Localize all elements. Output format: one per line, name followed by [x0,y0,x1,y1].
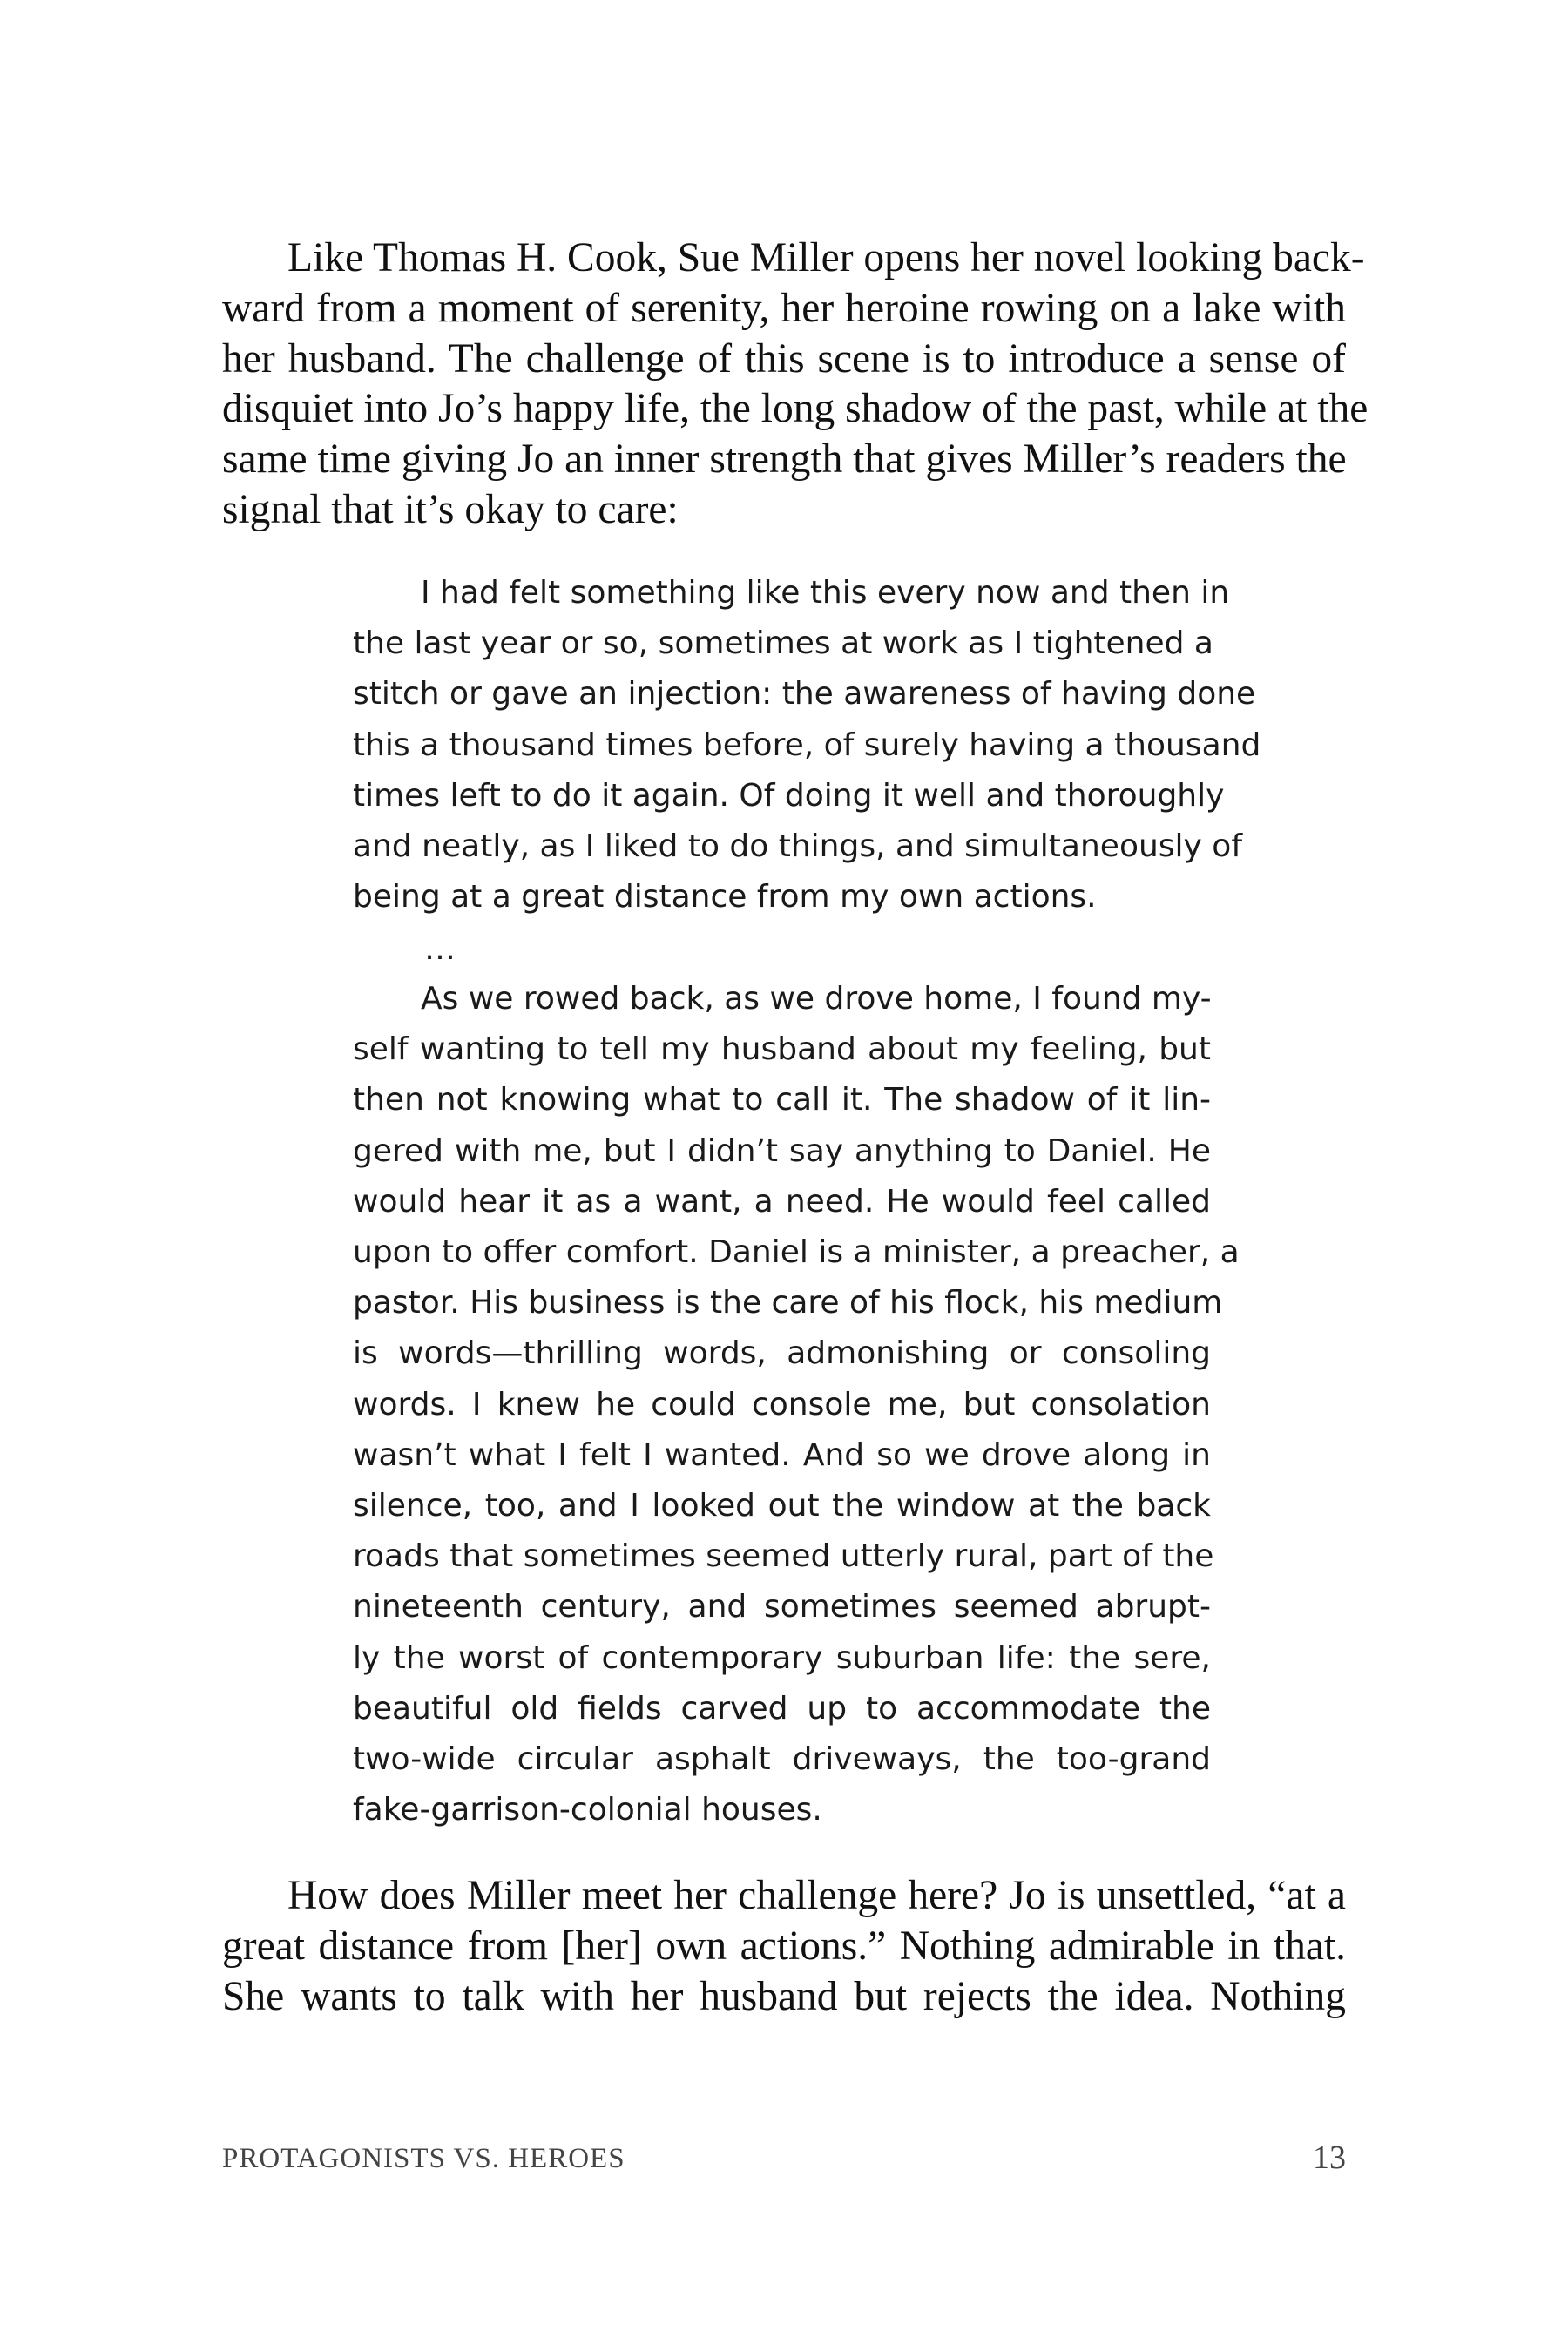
text-line: signal that it’s okay to care: [222,486,679,532]
text-line: her husband. The challenge of this scene is to introduce a sense of [222,335,1346,382]
quote-line: beautiful old fields carved up to accommodate the [353,1690,1211,1727]
quote-line: two-wide circular asphalt driveways, the too-grand [353,1741,1211,1778]
ellipsis-separator: … [424,931,456,967]
quote-line: silence, too, and I looked out the window at the back [353,1488,1211,1524]
paragraph-analysis [222,1871,1346,2022]
quote-line: I had felt something like this every now and then in [421,575,1230,611]
quote-line: the last year or so, sometimes at work as I tightened a [353,625,1213,662]
quote-line: ly the worst of contemporary suburban life: the sere, [353,1639,1211,1676]
quote-line: upon to offer comfort. Daniel is a minister, a preacher, a [353,1234,1240,1271]
quote-line: nineteenth century, and sometimes seemed abrupt- [353,1589,1211,1625]
paragraph-intro [222,233,1369,536]
quote-line: would hear it as a want, a need. He would feel called [353,1183,1211,1220]
quote-line: is words—thrilling words, admonishing or consoling [353,1335,1211,1372]
text-line: ward from a moment of serenity, her heroine rowing on a lake with [222,285,1346,331]
quote-line: words. I knew he could console me, but consolation [353,1386,1211,1423]
block-quote-first [353,568,1261,923]
running-head: PROTAGONISTS VS. HEROES [222,2143,625,2174]
text-line: Like Thomas H. Cook, Sue Miller opens her novel looking back- [287,235,1365,280]
quote-line: pastor. His business is the care of his flock, his medium [353,1285,1223,1321]
quote-line: times left to do it again. Of doing it well and thoroughly [353,777,1225,814]
quote-line: roads that sometimes seemed utterly rural, part of the [353,1538,1214,1575]
quote-line: and neatly, as I liked to do things, and simultaneously of [353,828,1242,865]
quote-line: then not knowing what to call it. The shadow of it lin- [353,1082,1211,1119]
quote-line: gered with me, but I didn’t say anything to Daniel. He [353,1132,1211,1169]
page-number: 13 [1313,2139,1346,2176]
quote-line: fake-garrison-colonial houses. [353,1792,822,1828]
quote-line: being at a great distance from my own actions. [353,879,1097,916]
quote-line: self wanting to tell my husband about my feeling, but [353,1031,1211,1068]
text-line: great distance from [her] own actions.” Nothing admirable in that. [222,1923,1346,1969]
quote-line: As we rowed back, as we drove home, I found my- [421,981,1212,1017]
block-quote-second [353,974,1240,1835]
quote-line: stitch or gave an injection: the awareness of having done [353,676,1256,713]
quote-line: this a thousand times before, of surely having a thousand [353,727,1261,763]
text-line: disquiet into Jo’s happy life, the long shadow of the past, while at the [222,386,1369,432]
quote-line: wasn’t what I felt I wanted. And so we drove along in [353,1436,1211,1473]
text-line: same time giving Jo an inner strength that gives Miller’s readers the [222,436,1347,483]
text-line: How does Miller meet her challenge here? Jo is unsettled, “at a [287,1873,1346,1918]
text-line: She wants to talk with her husband but rejects the idea. Nothing [222,1973,1346,2019]
